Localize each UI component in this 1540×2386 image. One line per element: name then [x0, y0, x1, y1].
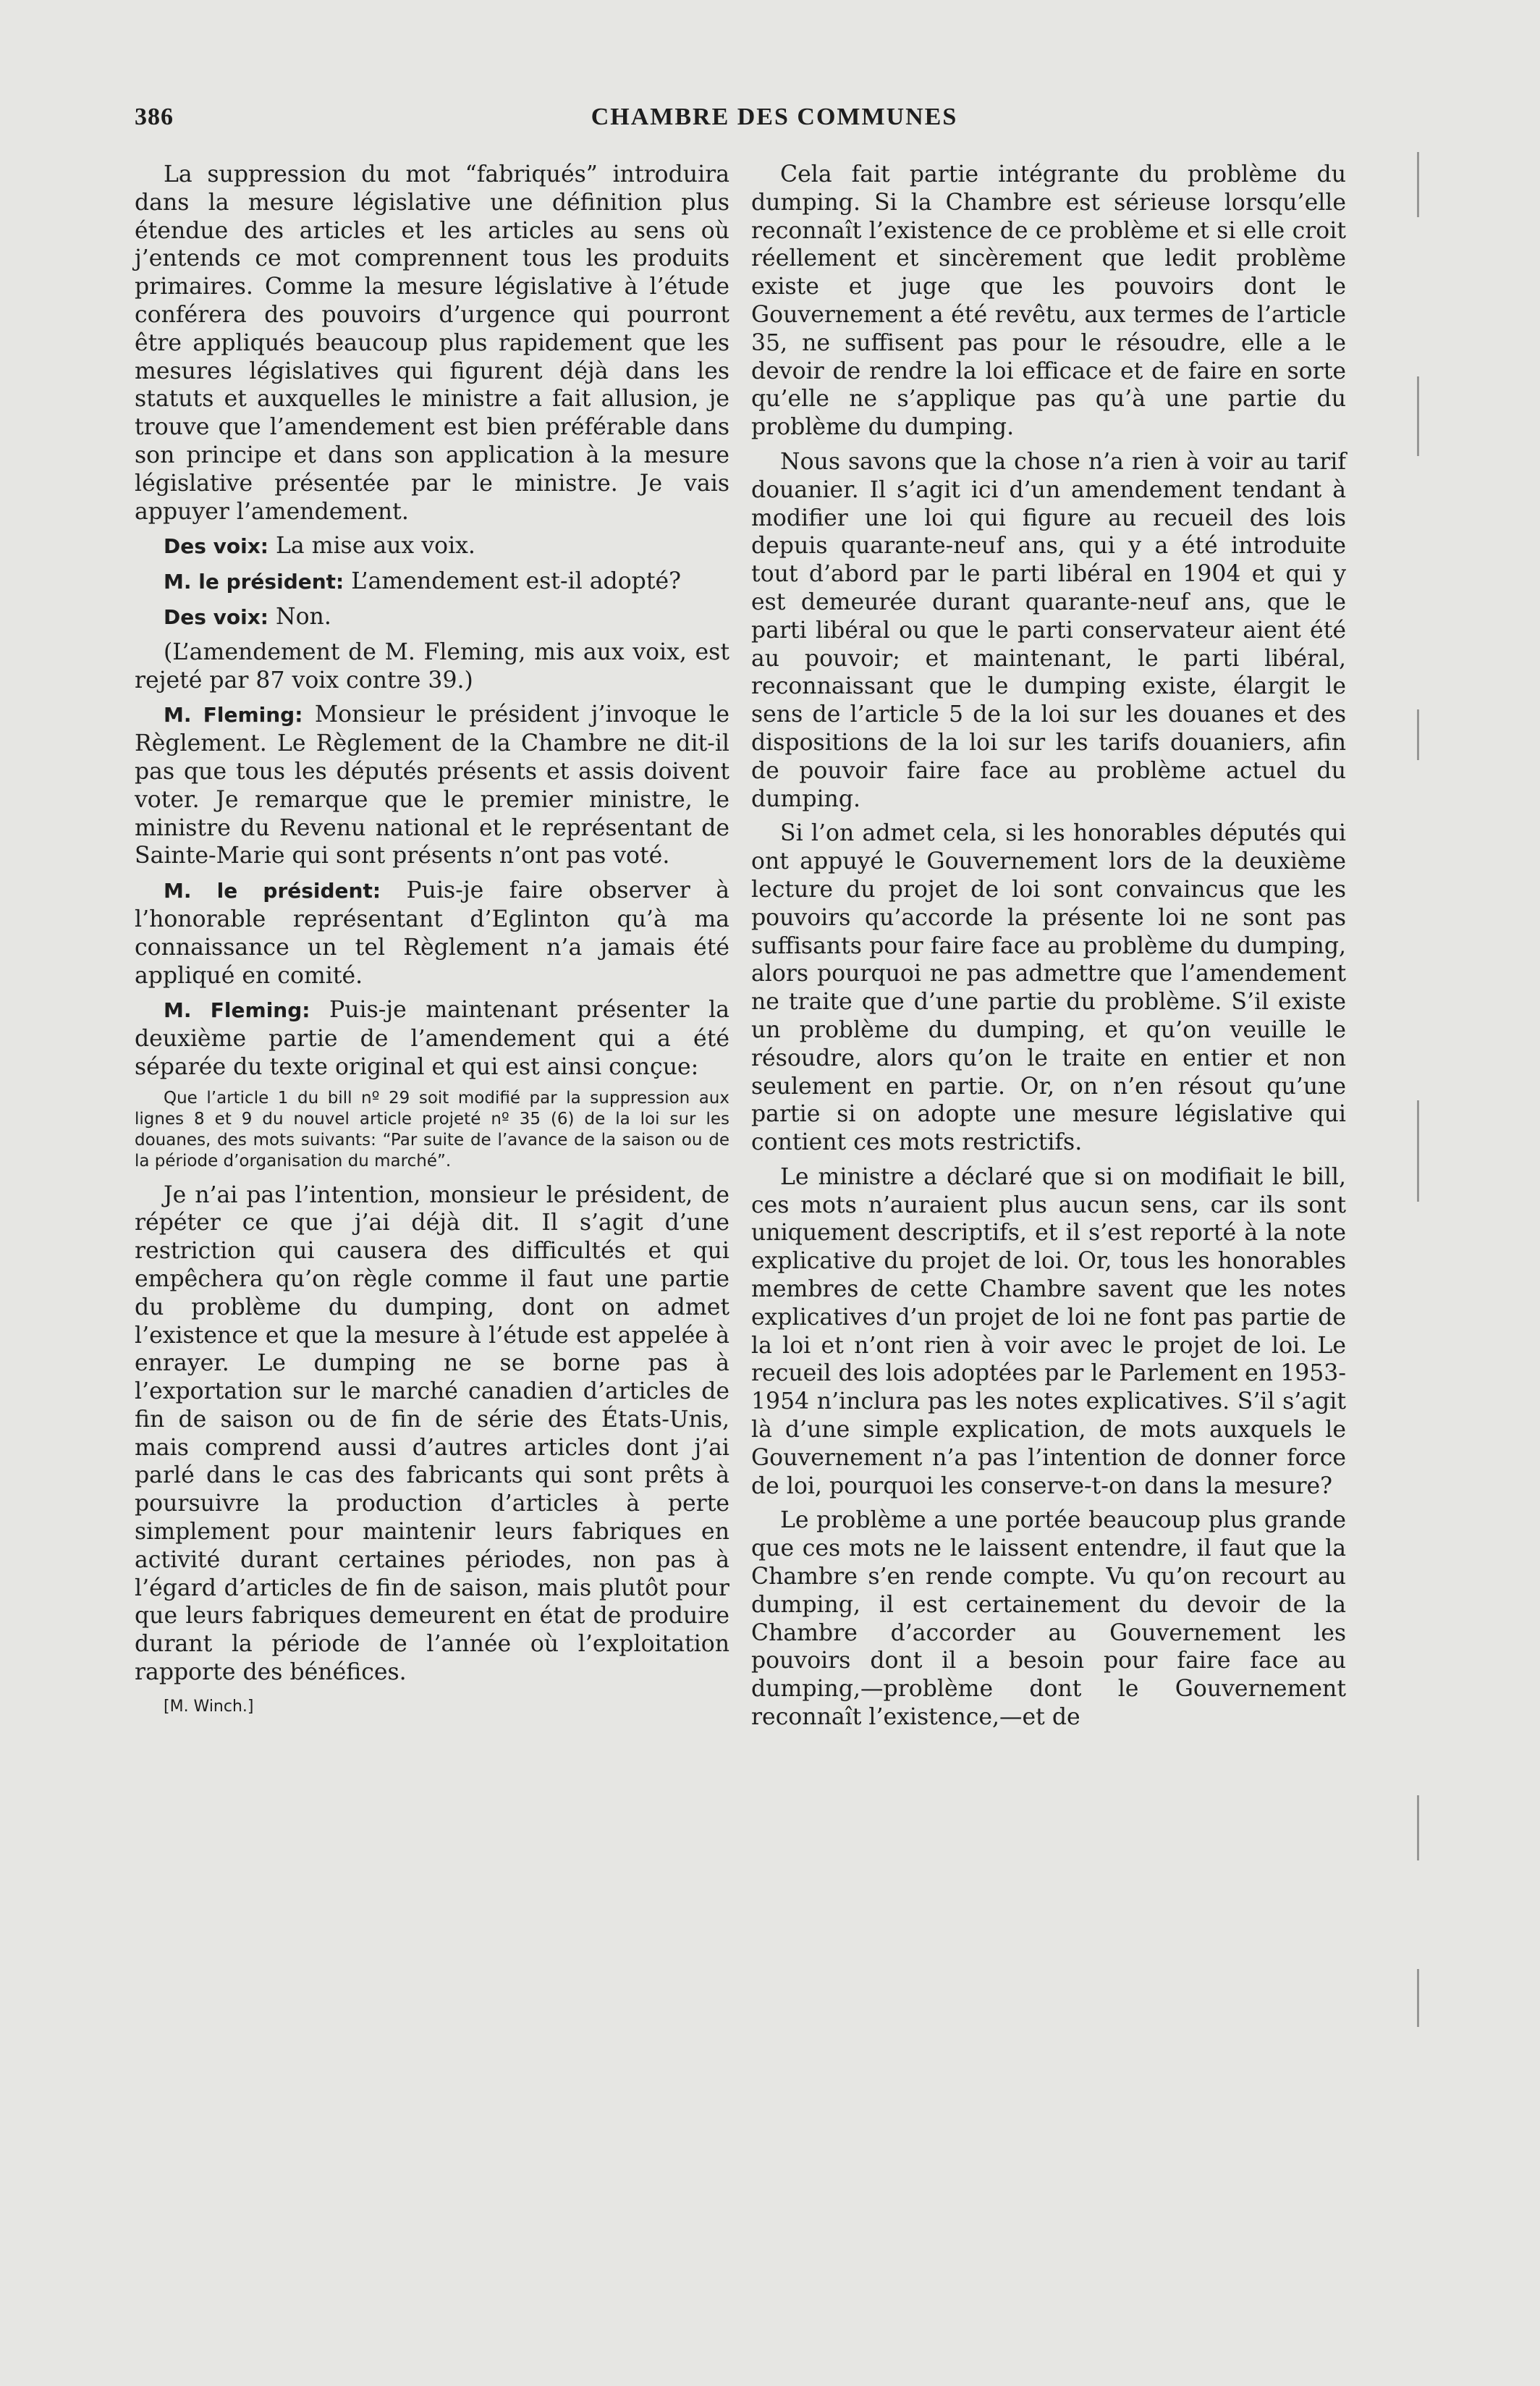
paragraph: Nous savons que la chose n’a rien à voir au tarif douanier. Il s’agit ici d’un amendement tendant à modifier une loi qui figure au recueil des lois depuis quarante-neuf ans, qui y a été introduite tout d’abord par le parti libéral en 1904 et qui y est demeurée durant quarante-neuf ans, que le parti libéral ou que le parti conservateur aient été au pouvoir; et maintenant, le parti libéral, reconnaissant que le dumping existe, élargit le sens de l’article 5 de la loi sur les douanes et des dispositions de la loi sur les tarifs douaniers, afin de pouvoir faire face au problème actuel du dumping.: [751, 448, 1346, 812]
speaker-label: M. Fleming:: [164, 703, 303, 728]
amendment-quote: Que l’article 1 du bill nº 29 soit modifié par la suppression aux lignes 8 et 9 du nouvel article projeté nº 35 (6) de la loi sur les douanes, des mots suivants: “Par suite de l’avance de la saison ou de la période d’organisation du marché”.: [135, 1088, 729, 1171]
scan-margin-mark: [1417, 376, 1419, 456]
right-column: [751, 161, 1346, 1738]
speaker-label: M. le président:: [164, 879, 381, 903]
paragraph: Cela fait partie intégrante du problème du dumping. Si la Chambre est sérieuse lorsqu’elle reconnaît l’existence de ce problème et si elle croit réellement et sincèrement que ledit problème existe et juge que les pouvoirs dont le Gouvernement a été revêtu, aux termes de l’article 35, ne suffisent pas pour le résoudre, elle a le devoir de rendre la loi efficace et de faire en sorte qu’elle ne s’applique pas qu’à une partie du problème du dumping.: [751, 161, 1346, 441]
speaker-label: M. Fleming:: [164, 998, 310, 1023]
speaker-footnote: [M. Winch.]: [164, 1697, 254, 1716]
scan-margin-mark: [1417, 152, 1419, 217]
paragraph: [135, 996, 729, 1081]
speaker-label: M. le président:: [164, 570, 344, 594]
left-column: [135, 161, 729, 1721]
speech-text: La mise aux voix.: [268, 533, 475, 560]
speech-text: Non.: [268, 603, 331, 630]
vote-result: (L’amendement de M. Fleming, mis aux voix, est rejeté par 87 voix contre 39.): [135, 638, 729, 694]
paragraph: [135, 877, 729, 990]
paragraph: Je n’ai pas l’intention, monsieur le président, de répéter ce que j’ai déjà dit. Il s’agit d’une restriction qui causera des difficultés et qui empêchera qu’on règle comme il faut une partie du problème du dumping, dont on admet l’existence et que la mesure à l’étude est appelée à enrayer. Le dumping ne se borne pas à l’exportation sur le marché canadien d’articles de fin de saison ou de fin de série des États-Unis, mais comprend aussi d’autres articles dont j’ai parlé dans le cas des fabricants qui sont prêts à poursuivre la production d’articles à perte simplement pour maintenir leurs fabriques en activité durant certaines périodes, non pas à l’égard d’articles de fin de saison, mais plutôt pour que leurs fabriques demeurent en état de produire durant la période de l’année où l’exploitation rapporte des bénéfices.: [135, 1181, 729, 1686]
page-number: 386: [135, 104, 174, 130]
paragraph: Si l’on admet cela, si les honorables députés qui ont appuyé le Gouvernement lors de la deuxième lecture du projet de loi sont convaincus que les pouvoirs qu’accorde la présente loi ne sont pas suffisants pour faire face au problème du dumping, alors pourquoi ne pas admettre que l’amendement ne traite que d’une partie du problème. S’il existe un problème du dumping, et qu’on veuille le résoudre, alors qu’on le traite en entier et non seulement en partie. Or, on n’en résout qu’une partie si on adopte une mesure législative qui contient ces mots restrictifs.: [751, 820, 1346, 1156]
paragraph: La suppression du mot “fabriqués” introduira dans la mesure législative une définition plus étendue des articles et les articles au sens où j’entends ce mot comprennent tous les produits primaires. Comme la mesure législative à l’étude conférera des pouvoirs d’urgence qui pourront être appliqués beaucoup plus rapidement que les mesures législatives qui figurent déjà dans les statuts et auxquelles le ministre a fait allusion, je trouve que l’amendement est bien préférable dans son principe et dans son application à la mesure législative présentée par le ministre. Je vais appuyer l’amendement.: [135, 161, 729, 525]
speech-text: L’amendement est-il adopté?: [344, 568, 682, 595]
scan-margin-mark: [1417, 1969, 1419, 2027]
paragraph: Le problème a une portée beaucoup plus grande que ces mots ne le laissent entendre, il faut que la Chambre s’en rende compte. Vu qu’on recourt au dumping, il est certainement du devoir de la Chambre d’accorder au Gouvernement les pouvoirs dont il a besoin pour faire face au dumping,—problème dont le Gouvernement reconnaît l’existence,—et de: [751, 1507, 1346, 1731]
speaker-label: Des voix:: [164, 604, 268, 629]
paragraph: [135, 701, 729, 870]
paragraph: [135, 532, 729, 561]
scan-margin-mark: [1417, 1795, 1419, 1860]
speech-text: Puis-je faire observer à l’honorable représentant d’Eglinton qu’à ma connaissance un tel Règlement n’a jamais été appliqué en comité.: [135, 877, 729, 989]
paragraph: [135, 568, 729, 596]
scan-margin-mark: [1417, 709, 1419, 760]
paragraph: Le ministre a déclaré que si on modifiait le bill, ces mots n’auraient plus aucun sens, car ils sont uniquement descriptifs, et il s’est reporté à la note explicative du projet de loi. Or, tous les honorables membres de cette Chambre savent que les notes explicatives d’un projet de loi ne font pas partie de la loi et n’ont rien à voir avec le projet de loi. Le recueil des lois adoptées par le Parlement en 1953-1954 n’inclura pas les notes explicatives. S’il s’agit là d’une simple explication, de mots auxquels le Gouvernement n’a pas l’intention de donner force de loi, pourquoi les conserve-t-on dans la mesure?: [751, 1163, 1346, 1499]
running-head: CHAMBRE DES COMMUNES: [591, 104, 958, 130]
speech-text: Puis-je maintenant présenter la deuxième partie de l’amendement qui a été séparée du texte original et qui est ainsi conçue:: [135, 997, 729, 1080]
speaker-label: Des voix:: [164, 534, 268, 559]
speech-text: Monsieur le président j’invoque le Règlement. Le Règlement de la Chambre ne dit-il pas que tous les députés présents et assis doivent voter. Je remarque que le premier ministre, le ministre du Revenu national et le représentant de Sainte-Marie qui sont présents n’ont pas voté.: [135, 701, 729, 869]
scan-margin-mark: [1417, 1100, 1419, 1202]
paragraph: [135, 603, 729, 632]
